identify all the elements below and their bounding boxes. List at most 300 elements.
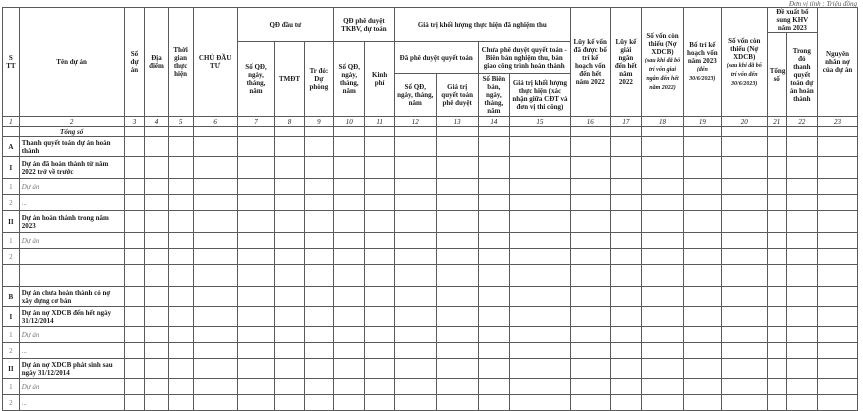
row-cell	[168, 137, 193, 157]
row-cell	[478, 137, 509, 157]
row-cell	[767, 395, 786, 411]
row-cell	[436, 395, 478, 411]
row-cell	[610, 127, 641, 137]
row-cell	[365, 233, 394, 249]
row-cell	[786, 327, 817, 343]
table-row	[3, 395, 858, 411]
row-cell	[275, 195, 304, 211]
hdr-minutes-no: Số Biên bản, ngày, tháng, năm	[478, 74, 509, 117]
table-row	[3, 249, 858, 265]
row-cell	[436, 249, 478, 265]
hdr-volume-value: Giá trị khối lượng thực hiện (xác nhận giữa CĐT và đơn vị thi công)	[510, 74, 571, 117]
row-cell	[683, 127, 721, 137]
row-cell	[365, 265, 394, 287]
row-stt: 2	[3, 195, 20, 211]
row-project-name: Dự án	[19, 233, 124, 249]
row-cell	[767, 249, 786, 265]
row-cell	[145, 287, 168, 307]
row-cell	[610, 287, 641, 307]
row-cell	[436, 211, 478, 233]
row-cell	[365, 379, 394, 395]
row-cell	[365, 395, 394, 411]
row-cell	[394, 233, 436, 249]
row-cell	[124, 395, 145, 411]
row-cell	[304, 265, 333, 287]
row-cell	[436, 137, 478, 157]
row-cell	[365, 287, 394, 307]
row-cell	[818, 343, 858, 359]
row-cell	[394, 195, 436, 211]
row-cell	[683, 359, 721, 379]
row-cell	[786, 157, 817, 179]
row-cell	[818, 395, 858, 411]
row-cell	[365, 249, 394, 265]
row-cell	[570, 379, 610, 395]
row-cell	[436, 233, 478, 249]
row-stt: 2	[3, 249, 20, 265]
row-cell	[193, 249, 237, 265]
row-cell	[570, 211, 610, 233]
row-cell	[394, 211, 436, 233]
row-cell	[394, 249, 436, 265]
row-cell	[168, 265, 193, 287]
row-cell	[124, 287, 145, 307]
row-cell	[168, 327, 193, 343]
row-cell	[193, 127, 237, 137]
row-cell	[365, 179, 394, 195]
row-cell	[334, 395, 365, 411]
row-cell	[767, 359, 786, 379]
row-cell	[570, 287, 610, 307]
row-cell	[237, 127, 275, 137]
row-cell	[124, 379, 145, 395]
row-cell	[721, 127, 767, 137]
row-cell	[168, 233, 193, 249]
row-cell	[145, 395, 168, 411]
hdr-budget: Kinh phí	[365, 42, 394, 117]
row-cell	[168, 343, 193, 359]
row-cell	[145, 265, 168, 287]
table-row	[3, 287, 858, 307]
row-cell	[786, 195, 817, 211]
row-cell	[275, 343, 304, 359]
row-cell	[610, 233, 641, 249]
row-cell	[334, 179, 365, 195]
row-cell	[767, 287, 786, 307]
row-cell	[124, 137, 145, 157]
row-cell	[145, 359, 168, 379]
row-cell	[168, 359, 193, 379]
row-cell	[394, 395, 436, 411]
table-row	[3, 343, 858, 359]
row-cell	[334, 127, 365, 137]
row-cell	[275, 379, 304, 395]
row-cell	[237, 179, 275, 195]
row-cell	[570, 127, 610, 137]
hdr-capital-shortfall-2: Số vốn còn thiếu (Nợ XDCB) (sau khi đã bố trí vốn đến 30/6/2023)	[721, 8, 767, 117]
row-cell	[237, 327, 275, 343]
row-cell	[786, 379, 817, 395]
row-cell	[168, 179, 193, 195]
row-cell	[642, 359, 684, 379]
table-row	[3, 307, 858, 327]
row-cell	[683, 249, 721, 265]
row-cell	[721, 307, 767, 327]
row-cell	[304, 195, 333, 211]
row-cell	[510, 287, 571, 307]
row-cell	[237, 249, 275, 265]
row-cell	[478, 343, 509, 359]
row-cell	[642, 307, 684, 327]
row-cell	[193, 195, 237, 211]
hdr-decision-no: Số QĐ, ngày, tháng, năm	[237, 42, 275, 117]
hdr-settled: Đã phê duyệt quyết toán	[394, 42, 478, 74]
row-cell	[334, 137, 365, 157]
row-cell	[721, 157, 767, 179]
row-stt: 1	[3, 233, 20, 249]
row-cell	[436, 343, 478, 359]
row-cell	[304, 179, 333, 195]
row-project-name: Dự án chưa hoàn thành có nợ xây dựng cơ bản	[19, 287, 124, 307]
row-cell	[818, 157, 858, 179]
row-cell	[436, 265, 478, 287]
hdr-of-which: Trong đó thanh quyết toán dự án hoàn thành	[786, 33, 817, 117]
row-cell	[610, 307, 641, 327]
row-cell	[145, 233, 168, 249]
row-cell	[394, 287, 436, 307]
row-cell	[642, 211, 684, 233]
row-cell	[818, 233, 858, 249]
row-cell	[168, 379, 193, 395]
row-cell	[610, 137, 641, 157]
row-cell	[436, 195, 478, 211]
row-cell	[683, 195, 721, 211]
row-cell	[510, 179, 571, 195]
row-cell	[570, 233, 610, 249]
row-cell	[510, 127, 571, 137]
hdr-stt: S TT	[3, 8, 20, 117]
row-cell	[767, 343, 786, 359]
row-cell	[478, 195, 509, 211]
hdr-settlement-value: Giá trị quyết toán phê duyệt	[436, 74, 478, 117]
row-cell	[818, 327, 858, 343]
row-cell	[642, 249, 684, 265]
row-cell	[193, 395, 237, 411]
row-cell	[334, 343, 365, 359]
row-cell	[275, 137, 304, 157]
row-cell	[304, 395, 333, 411]
row-cell	[510, 307, 571, 327]
row-cell	[642, 127, 684, 137]
row-cell	[478, 307, 509, 327]
row-cell	[610, 211, 641, 233]
row-cell	[767, 157, 786, 179]
row-cell	[394, 137, 436, 157]
row-cell	[510, 359, 571, 379]
row-cell	[570, 265, 610, 287]
row-cell	[124, 157, 145, 179]
row-cell	[642, 179, 684, 195]
row-cell	[436, 179, 478, 195]
row-cell	[168, 395, 193, 411]
row-cell	[193, 379, 237, 395]
debt-report-table	[2, 7, 858, 411]
row-cell	[394, 157, 436, 179]
row-cell	[145, 211, 168, 233]
row-cell	[721, 327, 767, 343]
row-project-name: ...	[19, 195, 124, 211]
row-cell	[818, 307, 858, 327]
row-cell	[683, 265, 721, 287]
row-cell	[145, 137, 168, 157]
row-cell	[610, 157, 641, 179]
row-cell	[237, 211, 275, 233]
row-stt: B	[3, 287, 20, 307]
row-cell	[304, 211, 333, 233]
row-project-name: Dự án nợ XDCB phát sinh sau ngày 31/12/2014	[19, 359, 124, 379]
row-project-name: Dự án	[19, 327, 124, 343]
row-cell	[304, 359, 333, 379]
row-cell	[124, 195, 145, 211]
row-cell	[721, 233, 767, 249]
row-project-name: ...	[19, 343, 124, 359]
row-cell	[721, 195, 767, 211]
table-row	[3, 379, 858, 395]
row-cell	[610, 395, 641, 411]
row-cell	[145, 379, 168, 395]
hdr-investor: CHỦ ĐẦU TƯ	[193, 8, 237, 117]
hdr-contingency: Tr đó: Dự phòng	[304, 42, 333, 117]
row-cell	[610, 195, 641, 211]
row-cell	[304, 307, 333, 327]
row-cell	[304, 157, 333, 179]
row-cell	[683, 327, 721, 343]
hdr-disbursed: Lũy kế giải ngân đến hết năm 2022	[610, 8, 641, 117]
row-cell	[610, 379, 641, 395]
row-cell	[275, 327, 304, 343]
row-cell	[786, 137, 817, 157]
row-cell	[478, 157, 509, 179]
row-cell	[570, 249, 610, 265]
row-cell	[610, 179, 641, 195]
row-cell	[237, 343, 275, 359]
row-cell	[683, 179, 721, 195]
row-project-name: ...	[19, 395, 124, 411]
row-cell	[193, 265, 237, 287]
row-cell	[786, 343, 817, 359]
row-cell	[168, 307, 193, 327]
row-cell	[365, 157, 394, 179]
row-cell	[642, 233, 684, 249]
row-project-name: Dự án hoàn thành trong năm 2023	[19, 211, 124, 233]
row-cell	[510, 395, 571, 411]
hdr-duration: Thời gian thực hiện	[168, 8, 193, 117]
row-cell	[721, 359, 767, 379]
row-cell	[193, 233, 237, 249]
row-cell	[767, 127, 786, 137]
row-cell	[168, 195, 193, 211]
row-cell	[510, 249, 571, 265]
row-cell	[365, 137, 394, 157]
row-cell	[818, 249, 858, 265]
hdr-plan-2023: Bố trí kế hoạch vốn năm 2023 (đến 30/6/2023)	[683, 8, 721, 117]
row-cell	[510, 343, 571, 359]
row-cell	[721, 395, 767, 411]
row-cell	[642, 287, 684, 307]
hdr-total: Tổng số	[767, 33, 786, 117]
row-cell	[124, 307, 145, 327]
row-cell	[786, 127, 817, 137]
row-cell	[124, 249, 145, 265]
row-cell	[304, 327, 333, 343]
row-cell	[237, 157, 275, 179]
row-stt: A	[3, 137, 20, 157]
row-cell	[721, 211, 767, 233]
row-cell	[767, 179, 786, 195]
row-cell	[275, 157, 304, 179]
row-cell	[478, 265, 509, 287]
row-cell	[334, 233, 365, 249]
hdr-proposal: Đề xuất bổ sung KHV năm 2023	[767, 8, 817, 33]
row-cell	[193, 179, 237, 195]
row-cell	[145, 343, 168, 359]
row-cell	[721, 137, 767, 157]
row-project-name: Dự án nợ XDCB đến hết ngày 31/12/2014	[19, 307, 124, 327]
row-cell	[124, 359, 145, 379]
row-cell	[124, 211, 145, 233]
row-cell	[510, 379, 571, 395]
row-cell	[394, 179, 436, 195]
row-cell	[124, 327, 145, 343]
row-cell	[478, 327, 509, 343]
row-stt: 2	[3, 395, 20, 411]
row-cell	[145, 249, 168, 265]
row-cell	[478, 395, 509, 411]
row-cell	[478, 127, 509, 137]
row-cell	[767, 211, 786, 233]
table-row	[3, 127, 858, 137]
row-stt: I	[3, 157, 20, 179]
row-cell	[334, 265, 365, 287]
row-cell	[818, 179, 858, 195]
row-cell	[478, 179, 509, 195]
hdr-design-approval: QĐ phê duyệt TKBV, dự toán	[334, 8, 395, 42]
row-cell	[365, 211, 394, 233]
row-cell	[510, 211, 571, 233]
row-cell	[145, 327, 168, 343]
row-cell	[721, 179, 767, 195]
row-cell	[334, 211, 365, 233]
row-cell	[275, 211, 304, 233]
row-cell	[818, 265, 858, 287]
row-cell	[767, 265, 786, 287]
hdr-decision-no-3: Số QĐ, ngày, tháng, năm	[394, 74, 436, 117]
table-row	[3, 211, 858, 233]
row-cell	[394, 327, 436, 343]
row-cell	[394, 343, 436, 359]
row-cell	[818, 287, 858, 307]
row-cell	[683, 379, 721, 395]
row-cell	[818, 379, 858, 395]
row-cell	[334, 379, 365, 395]
row-cell	[767, 137, 786, 157]
row-cell	[510, 157, 571, 179]
row-cell	[570, 327, 610, 343]
row-cell	[818, 195, 858, 211]
row-cell	[642, 157, 684, 179]
row-cell	[721, 343, 767, 359]
row-cell	[145, 179, 168, 195]
row-cell	[275, 307, 304, 327]
row-cell	[436, 359, 478, 379]
row-cell	[237, 265, 275, 287]
row-cell	[436, 287, 478, 307]
row-cell	[124, 179, 145, 195]
row-cell	[570, 343, 610, 359]
row-cell	[168, 157, 193, 179]
row-cell	[394, 359, 436, 379]
row-cell	[193, 287, 237, 307]
row-cell	[786, 211, 817, 233]
row-cell	[237, 233, 275, 249]
row-stt: 1	[3, 179, 20, 195]
row-cell	[721, 287, 767, 307]
hdr-decision-no-2: Số QĐ, ngày, tháng, năm	[334, 42, 365, 117]
row-cell	[365, 327, 394, 343]
row-cell	[683, 287, 721, 307]
row-cell	[275, 127, 304, 137]
row-cell	[168, 127, 193, 137]
row-stt: 1	[3, 379, 20, 395]
row-cell	[786, 249, 817, 265]
row-cell	[570, 195, 610, 211]
row-project-name	[19, 249, 124, 265]
row-cell	[570, 307, 610, 327]
row-cell	[275, 265, 304, 287]
row-cell	[168, 287, 193, 307]
row-cell	[510, 327, 571, 343]
row-cell	[334, 327, 365, 343]
row-cell	[334, 157, 365, 179]
row-cell	[365, 307, 394, 327]
table-row	[3, 327, 858, 343]
row-cell	[610, 327, 641, 343]
row-cell	[304, 287, 333, 307]
row-cell	[193, 211, 237, 233]
row-cell	[610, 265, 641, 287]
row-cell	[642, 195, 684, 211]
hdr-total-investment: TMĐT	[275, 42, 304, 117]
row-cell	[642, 343, 684, 359]
row-cell	[767, 379, 786, 395]
row-cell	[786, 287, 817, 307]
table-row	[3, 265, 858, 287]
row-cell	[145, 307, 168, 327]
table-row	[3, 233, 858, 249]
row-cell	[275, 249, 304, 265]
row-cell	[124, 127, 145, 137]
hdr-capital-shortfall: Số vốn còn thiếu (Nợ XDCB) (sau khi đã bố trí vốn giai ngân đến hết năm 2022)	[642, 8, 684, 117]
row-cell	[786, 395, 817, 411]
row-cell	[478, 233, 509, 249]
row-cell	[334, 195, 365, 211]
row-cell	[124, 343, 145, 359]
row-cell	[478, 379, 509, 395]
row-cell	[683, 343, 721, 359]
row-cell	[365, 127, 394, 137]
row-cell	[334, 307, 365, 327]
row-stt: II	[3, 359, 20, 379]
